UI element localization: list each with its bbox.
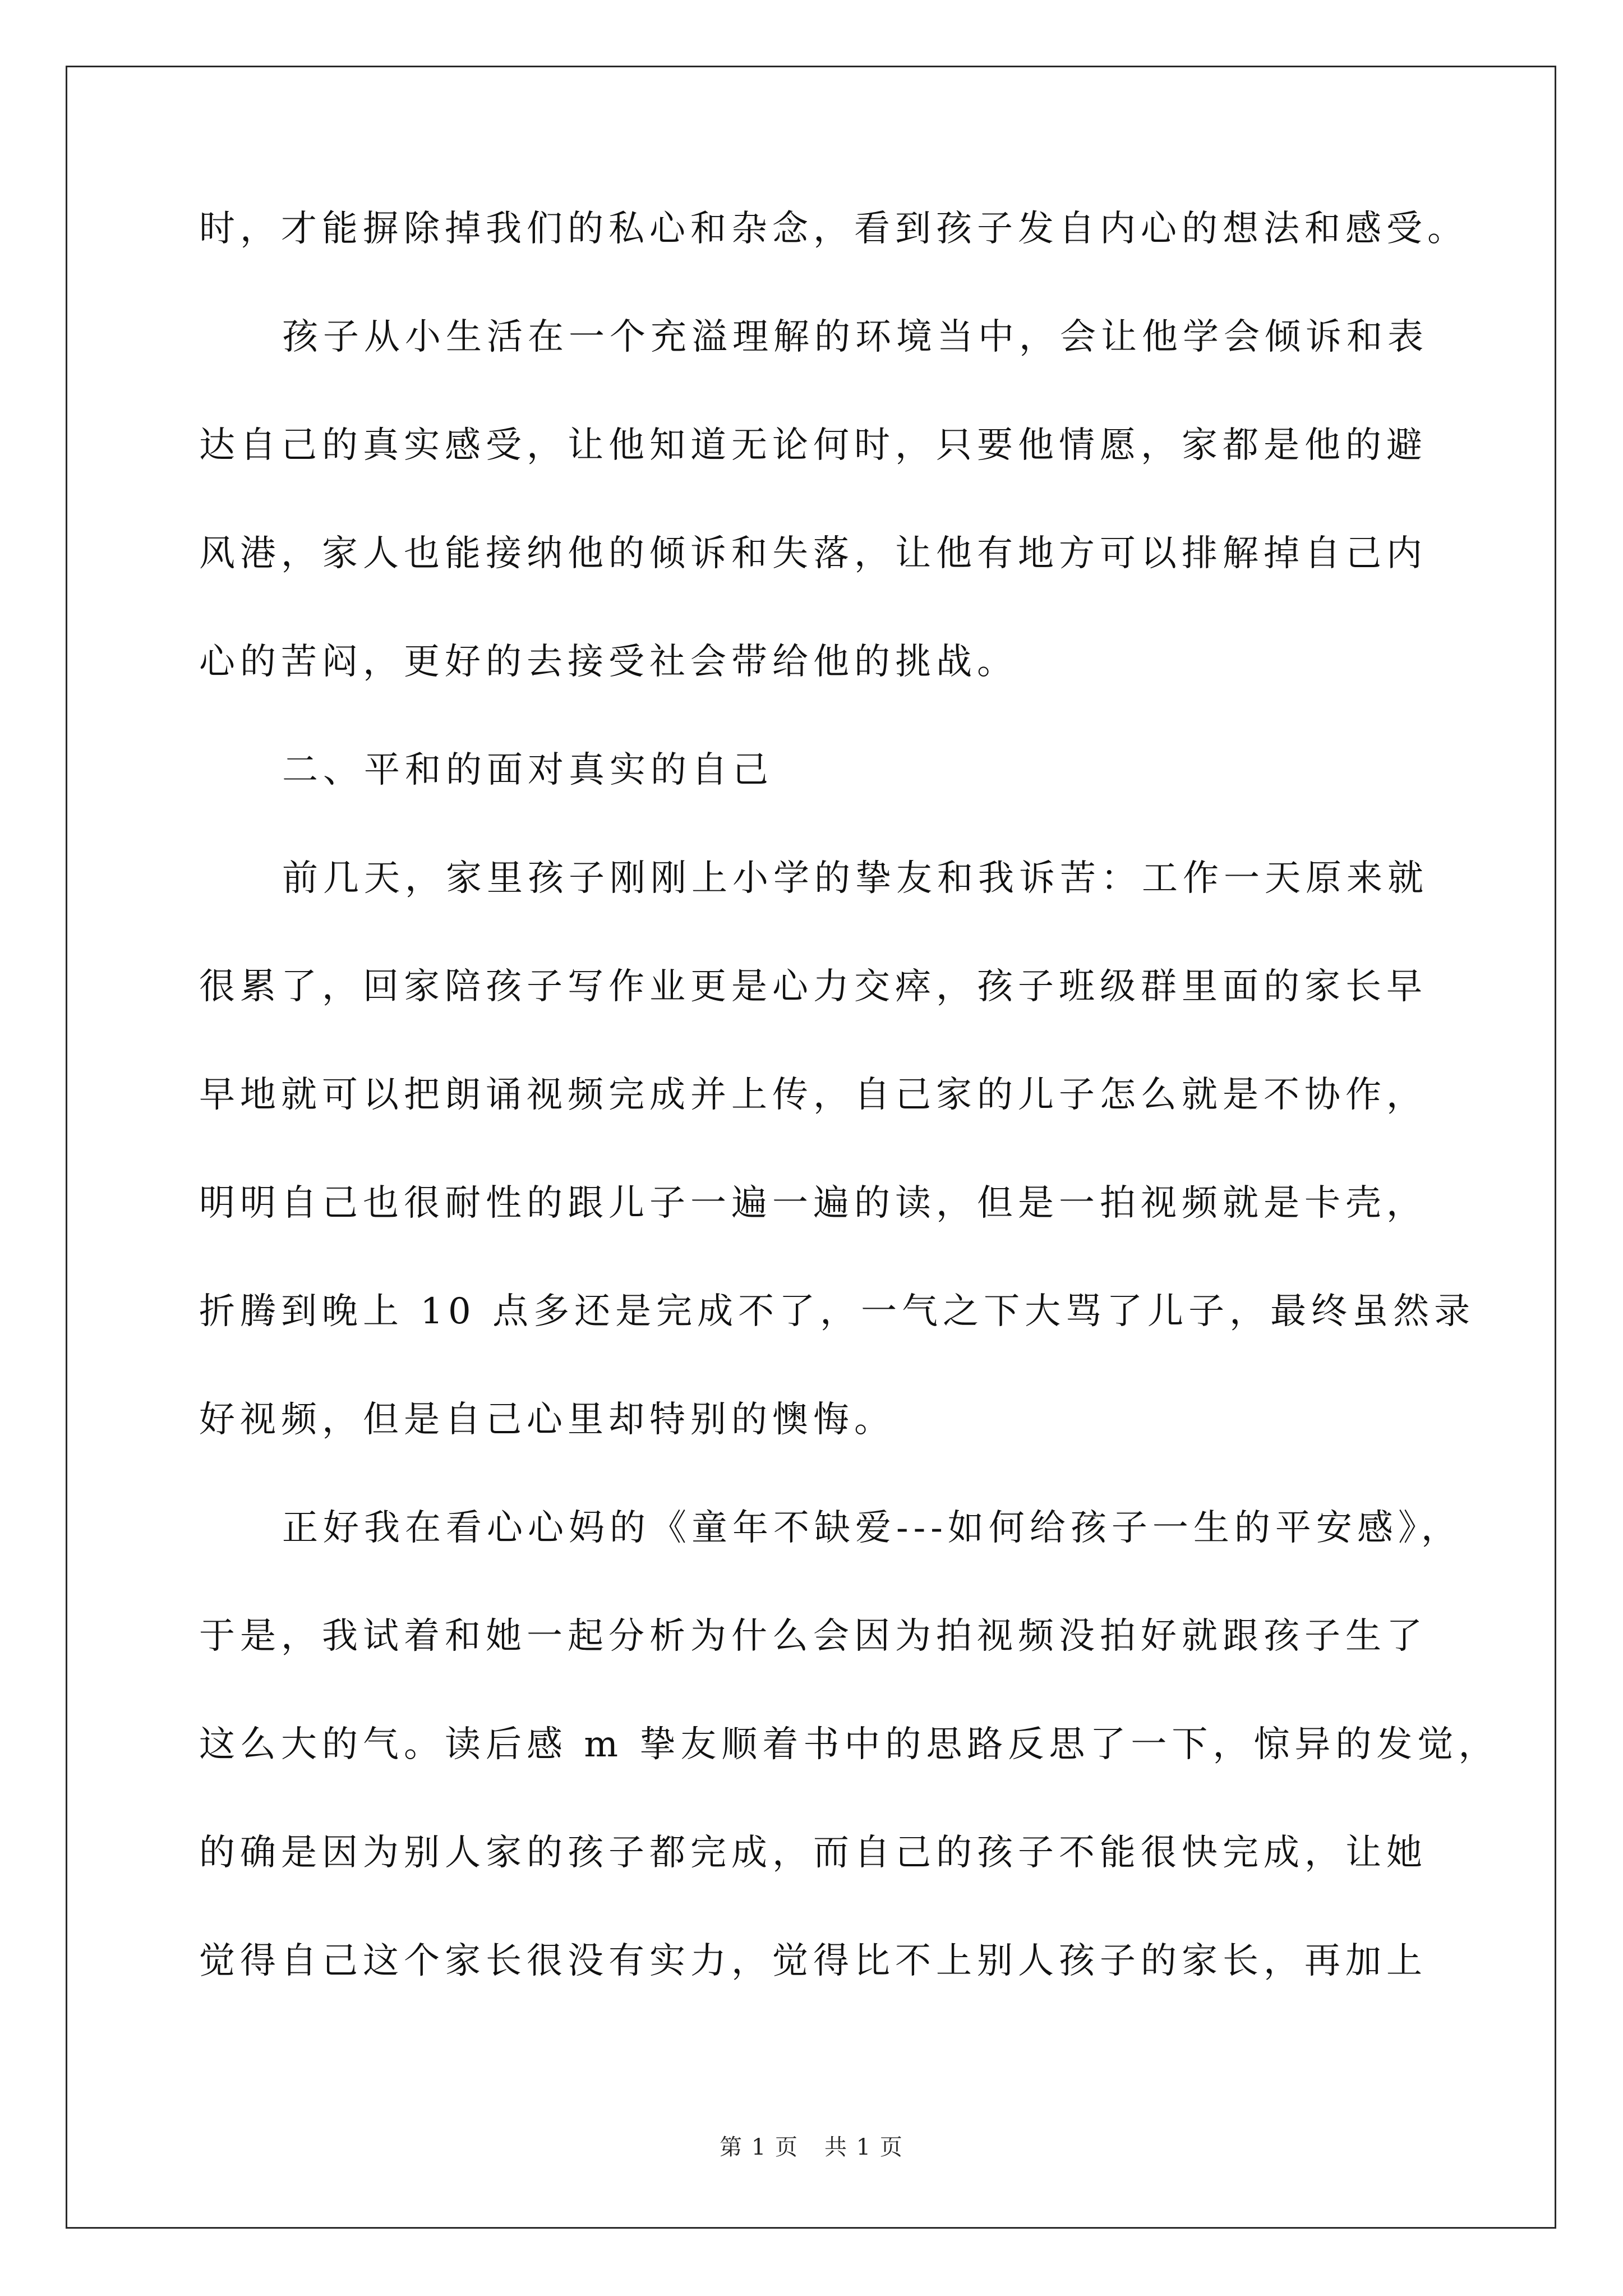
text-line: 明明自己也很耐性的跟儿子一遍一遍的读，但是一拍视频就是卡壳， <box>199 1182 1427 1224</box>
text-line: 很累了，回家陪孩子写作业更是心力交瘁，孩子班级群里面的家长早 <box>199 966 1427 1007</box>
text-line: 觉得自己这个家长很没有实力，觉得比不上别人孩子的家长，再加上 <box>199 1940 1427 1982</box>
text-line: 于是，我试着和她一起分析为什么会因为拍视频没拍好就跟孩子生了 <box>199 1616 1427 1657</box>
page-number: 第 1 页 <box>720 2134 799 2160</box>
paragraph-first-line: 正好我在看心心妈的《童年不缺爱---如何给孩子一生的平安感》， <box>282 1507 1462 1549</box>
text-line: 折腾到晚上 10 点多还是完成不了，一气之下大骂了儿子，最终虽然录 <box>199 1291 1476 1332</box>
text-line: 达自己的真实感受，让他知道无论何时，只要他情愿，家都是他的避 <box>199 425 1427 466</box>
text-line: 心的苦闷，更好的去接受社会带给他的挑战。 <box>199 641 1018 683</box>
text-line: 时，才能摒除掉我们的私心和杂念，看到孩子发自内心的想法和感受。 <box>199 208 1468 250</box>
text-line: 早地就可以把朗诵视频完成并上传，自己家的儿子怎么就是不协作， <box>199 1074 1427 1116</box>
text-line: 好视频，但是自己心里却特别的懊悔。 <box>199 1399 895 1441</box>
text-line: 这么大的气。读后感 m 挚友顺着书中的思路反思了一下，惊异的发觉， <box>199 1724 1500 1765</box>
paragraph-first-line: 孩子从小生活在一个充溢理解的环境当中，会让他学会倾诉和表 <box>282 316 1428 358</box>
page-border <box>66 66 1556 2229</box>
page-total: 共 1 页 <box>824 2134 903 2160</box>
paragraph-first-line: 前几天，家里孩子刚刚上小学的挚友和我诉苦：工作一天原来就 <box>282 858 1428 899</box>
page-footer <box>0 2132 1623 2163</box>
text-line: 的确是因为别人家的孩子都完成，而自己的孩子不能很快完成，让她 <box>199 1832 1427 1874</box>
section-heading: 二、平和的面对真实的自己 <box>282 749 773 791</box>
text-line: 风港，家人也能接纳他的倾诉和失落，让他有地方可以排解掉自己内 <box>199 533 1427 574</box>
